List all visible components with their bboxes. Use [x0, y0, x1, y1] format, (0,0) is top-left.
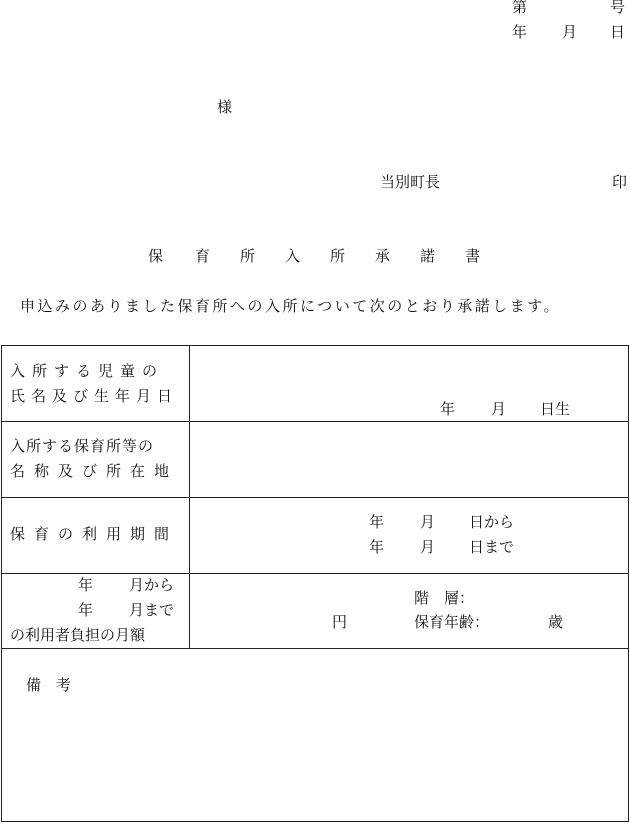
- date-month: 月: [562, 23, 578, 41]
- addressee-honorific: 様: [217, 98, 233, 116]
- title-char: 所: [240, 247, 256, 265]
- age-unit: 歳: [548, 613, 564, 631]
- tier-label: 階 層：: [414, 589, 475, 607]
- birth-month: 月: [491, 400, 507, 418]
- approval-table: [1, 345, 629, 822]
- title-char: 所: [330, 247, 346, 265]
- number-suffix: 号: [610, 0, 626, 16]
- row-divider: [2, 573, 628, 574]
- fee-from-month: 月から: [129, 576, 175, 594]
- child-label-line2: 氏名及び生年月日: [10, 387, 179, 405]
- title-char: 保: [148, 247, 164, 265]
- issuer-title: 当別町長: [380, 173, 441, 191]
- fee-to-year: 年: [78, 601, 94, 619]
- birth-day: 日生: [540, 400, 571, 418]
- issuer-seal: 印: [612, 173, 628, 191]
- facility-label-line1: 入所する保育所等の: [10, 437, 155, 455]
- row-divider: [2, 648, 628, 649]
- period-end-year: 年: [369, 538, 385, 556]
- body-text: 申込みのありました保育所への入所について次のとおり承諾します。: [20, 297, 562, 315]
- number-prefix: 第: [512, 0, 528, 16]
- fee-to-month: 月まで: [129, 601, 175, 619]
- row-divider: [2, 421, 628, 422]
- title-char: 書: [465, 247, 481, 265]
- child-label-line1: 入所する児童の: [10, 362, 165, 380]
- title-char: 承: [375, 247, 391, 265]
- fee-yen: 円: [332, 613, 348, 631]
- title-char: 入: [285, 247, 301, 265]
- fee-from-year: 年: [78, 576, 94, 594]
- period-end-day: 日まで: [469, 538, 515, 556]
- birth-year: 年: [440, 400, 456, 418]
- period-end-month: 月: [420, 538, 436, 556]
- period-start-year: 年: [369, 513, 385, 531]
- facility-label-line2: 名称及び所在地: [10, 462, 179, 480]
- column-divider: [189, 346, 190, 648]
- title-char: 育: [195, 247, 211, 265]
- period-label: 保育の利用期間: [10, 525, 179, 543]
- period-start-day: 日から: [469, 513, 515, 531]
- title-char: 諾: [420, 247, 436, 265]
- period-start-month: 月: [420, 513, 436, 531]
- date-day: 日: [610, 23, 626, 41]
- row-divider: [2, 497, 628, 498]
- date-year: 年: [512, 23, 528, 41]
- fee-label: の利用者負担の月額: [10, 626, 146, 644]
- age-label: 保育年齢：: [414, 613, 490, 631]
- remarks-label: 備 考: [26, 676, 72, 694]
- document-title: [0, 249, 630, 269]
